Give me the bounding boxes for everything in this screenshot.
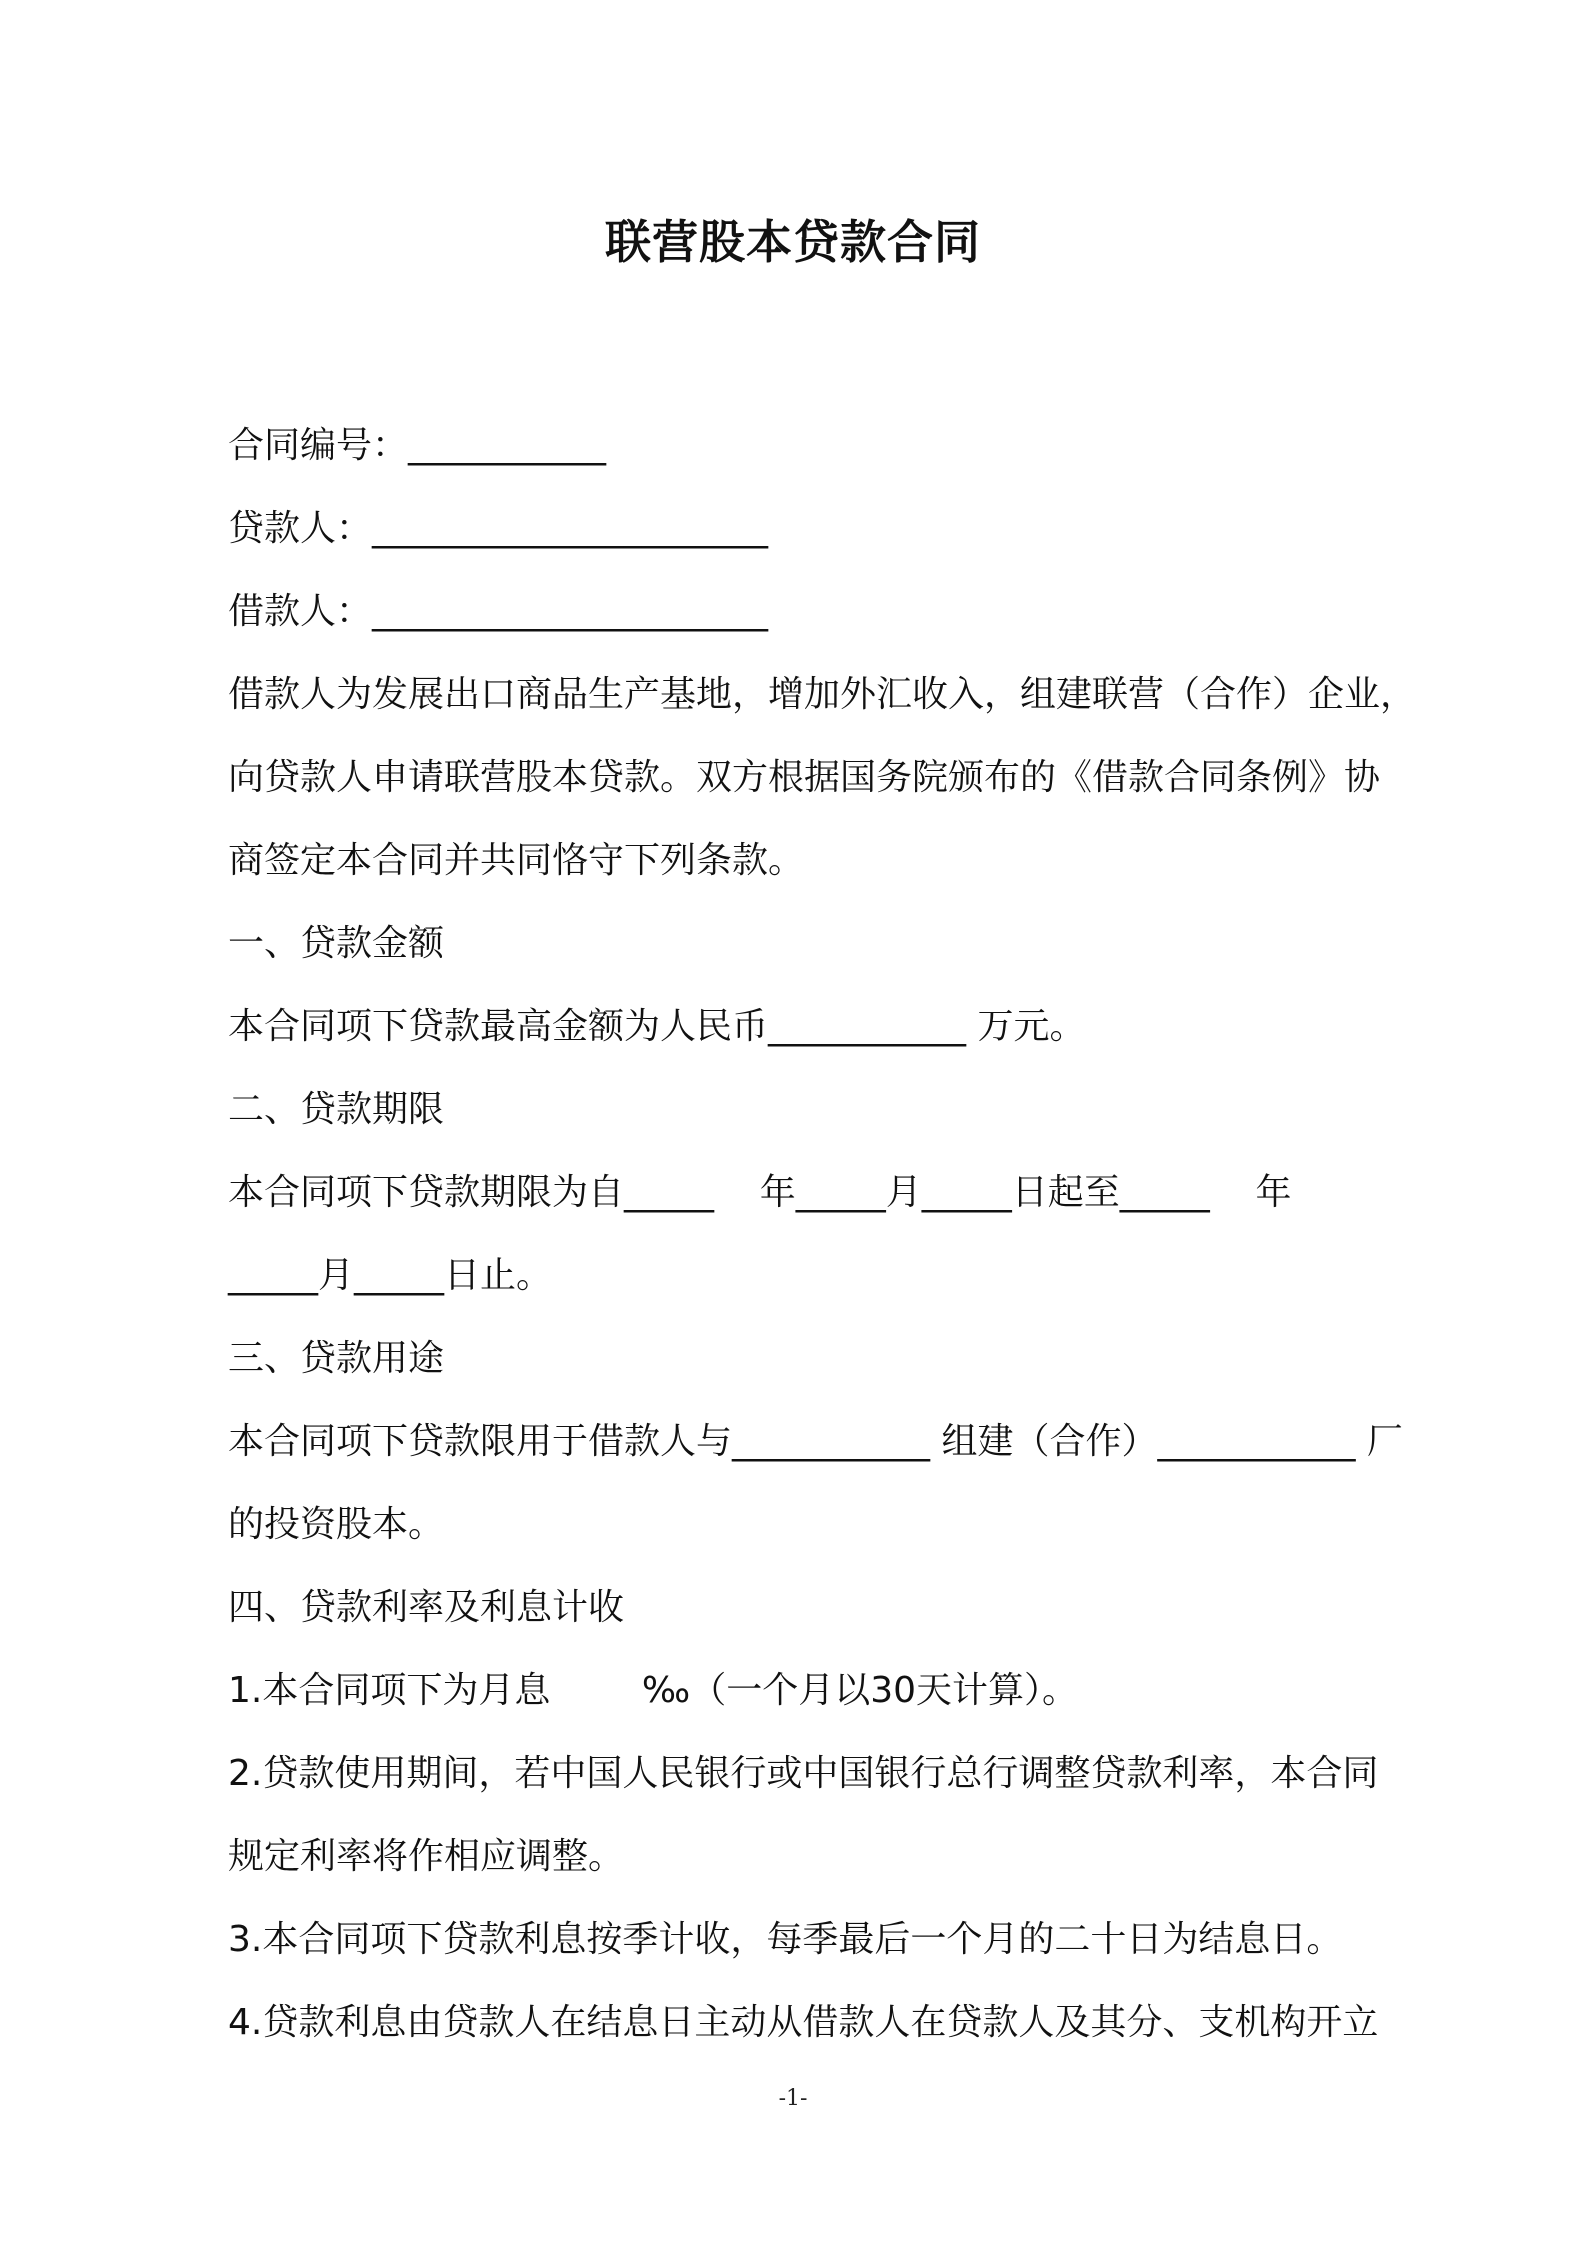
contract-number-line: 合同编号：___________ xyxy=(228,425,607,466)
preamble-line-3: 商签定本合同并共同恪守下列条款。 xyxy=(228,840,805,881)
purpose-clause-line-1: 本合同项下贷款限用于借款人与___________ 组建（合作）___________ 厂 xyxy=(228,1421,1403,1462)
lender-line: 贷款人：______________________ xyxy=(228,508,769,549)
amount-clause: 本合同项下贷款最高金额为人民币___________ 万元。 xyxy=(228,1006,1086,1047)
interest-clause-2-line-1: 2.贷款使用期间，若中国人民银行或中国银行总行调整贷款利率，本合同 xyxy=(228,1753,1379,1794)
interest-clause-4: 4.贷款利息由贷款人在结息日主动从借款人在贷款人及其分、支机构开立 xyxy=(228,2002,1379,2043)
page-number: -1- xyxy=(778,2086,808,2111)
purpose-clause-line-2: 的投资股本。 xyxy=(228,1504,445,1545)
section-heading-amount: 一、贷款金额 xyxy=(228,923,445,964)
term-clause-line-1: 本合同项下贷款期限为自_____ 年_____月_____日起至_____ 年 xyxy=(228,1172,1292,1213)
section-heading-interest: 四、贷款利率及利息计收 xyxy=(228,1587,625,1628)
interest-clause-3: 3.本合同项下贷款利息按季计收，每季最后一个月的二十日为结息日。 xyxy=(228,1919,1343,1960)
contract-title: 联营股本贷款合同 xyxy=(605,215,981,269)
interest-clause-2-line-2: 规定利率将作相应调整。 xyxy=(228,1836,625,1877)
preamble-line-2: 向贷款人申请联营股本贷款。双方根据国务院颁布的《借款合同条例》协 xyxy=(228,757,1381,798)
contract-body xyxy=(228,404,1438,2064)
borrower-line: 借款人：______________________ xyxy=(228,591,769,632)
section-heading-term: 二、贷款期限 xyxy=(228,1089,445,1130)
term-clause-line-2: _____月_____日止。 xyxy=(228,1255,553,1296)
interest-clause-1: 1.本合同项下为月息 ‰（一个月以30天计算）。 xyxy=(228,1670,1079,1711)
section-heading-purpose: 三、贷款用途 xyxy=(228,1338,445,1379)
preamble-line-1: 借款人为发展出口商品生产基地，增加外汇收入，组建联营（合作）企业， xyxy=(228,674,1417,715)
